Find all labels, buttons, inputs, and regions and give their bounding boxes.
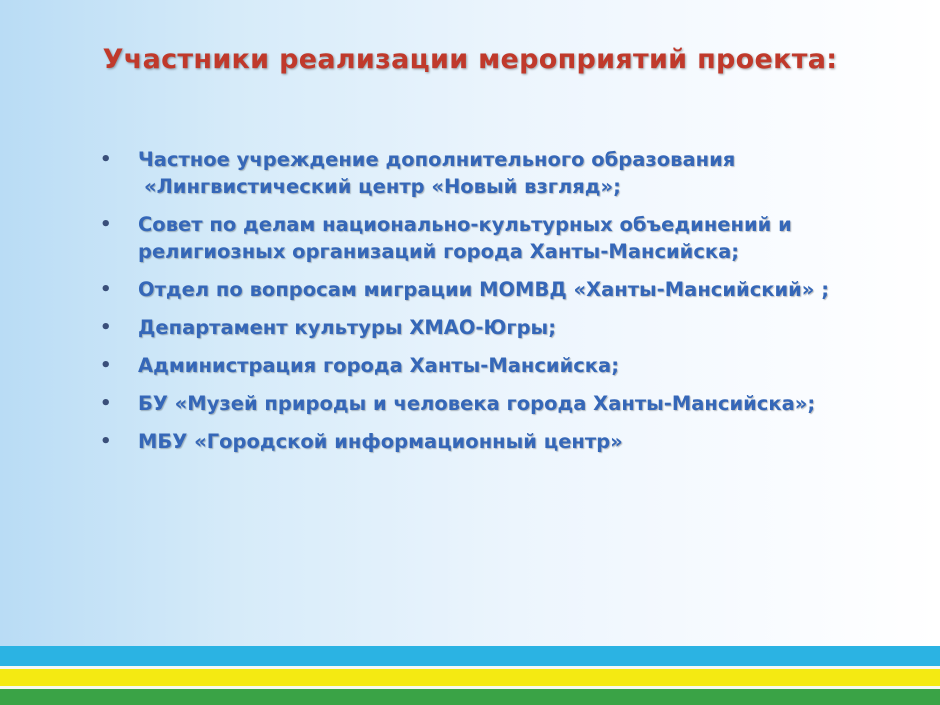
list-item-line: Частное учреждение дополнительного образования: [138, 148, 736, 171]
list-item-line: Отдел по вопросам миграции МОМВД «Ханты-Мансийский» ;: [138, 278, 829, 301]
list-item: [98, 390, 898, 417]
list-item-line: «Лингвистический центр «Новый взгляд»;: [144, 175, 621, 198]
slide-title: Участники реализации мероприятий проекта:: [102, 44, 838, 75]
list-item: [98, 146, 898, 200]
stripe-yellow: [0, 669, 940, 686]
bullet-icon: •: [100, 279, 112, 300]
list-item-line: МБУ «Городской информационный центр»: [138, 430, 623, 453]
bullet-icon: •: [100, 393, 112, 414]
list-item: [98, 314, 898, 341]
bullet-icon: •: [100, 317, 112, 338]
list-item-line: Совет по делам национально-культурных объединений и: [138, 213, 792, 236]
bullet-icon: •: [100, 355, 112, 376]
bullet-icon: •: [100, 431, 112, 452]
list-item-line: БУ «Музей природы и человека города Ханты-Мансийска»;: [138, 392, 816, 415]
bullet-icon: •: [100, 149, 112, 170]
stripe-blue: [0, 646, 940, 666]
list-item: [98, 352, 898, 379]
stripe-green: [0, 689, 940, 705]
list-item: [98, 428, 898, 455]
list-item-line: Департамент культуры ХМАО-Югры;: [138, 316, 556, 339]
participants-list: [98, 146, 898, 466]
list-item-line: Администрация города Ханты-Мансийска;: [138, 354, 619, 377]
list-item: [98, 276, 898, 303]
bullet-icon: •: [100, 214, 112, 235]
list-item: [98, 211, 898, 265]
list-item-line: религиозных организаций города Ханты-Мансийска;: [138, 240, 740, 263]
